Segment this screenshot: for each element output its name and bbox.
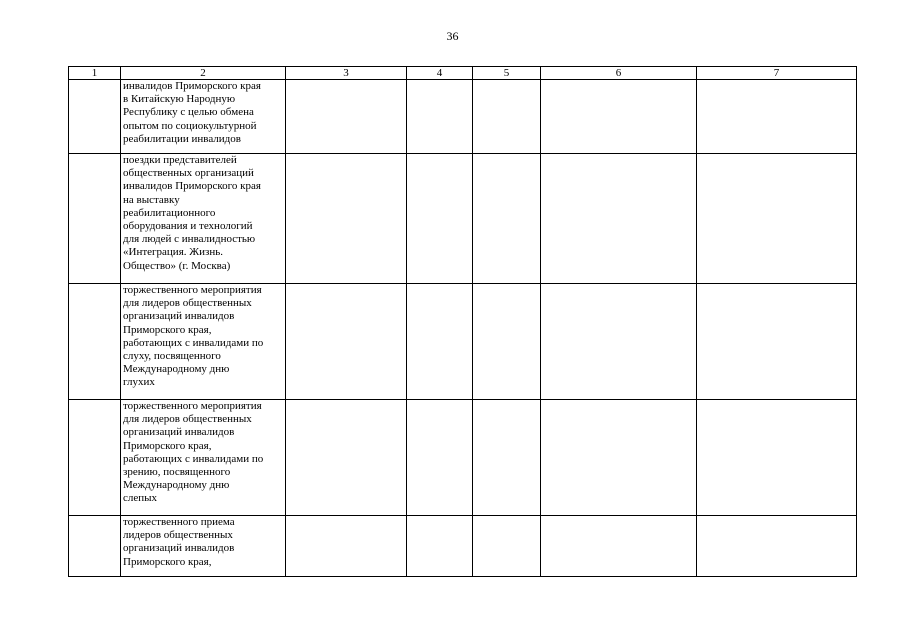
header-row: [69, 67, 857, 80]
table-cell: [541, 516, 697, 577]
table-cell: [473, 80, 541, 154]
table-cell: [541, 284, 697, 400]
column-header-2: 2: [121, 67, 286, 80]
table-cell: [697, 400, 857, 516]
table-cell-description: торжественного приема лидеров общественных организаций инвалидов Приморского края,: [121, 516, 286, 577]
table-cell: [69, 80, 121, 154]
column-header-4: 4: [407, 67, 473, 80]
table-cell: [69, 284, 121, 400]
table-cell: [473, 284, 541, 400]
table-cell: [697, 516, 857, 577]
table-cell: [407, 154, 473, 284]
table-cell: [541, 400, 697, 516]
table-cell: [541, 154, 697, 284]
table-cell: [286, 516, 407, 577]
data-table: [68, 66, 857, 577]
table-cell: [697, 80, 857, 154]
column-header-5: 5: [473, 67, 541, 80]
table-cell: [407, 80, 473, 154]
page-number: 36: [446, 29, 459, 43]
table-cell: [286, 80, 407, 154]
table-cell: [473, 400, 541, 516]
table-cell: [407, 516, 473, 577]
column-header-7: 7: [697, 67, 857, 80]
table-cell-description: инвалидов Приморского края в Китайскую Народную Республику с целью обмена опытом по социокультурной реабилитации инвалидов: [121, 80, 286, 154]
table-cell: [69, 154, 121, 284]
column-header-1: 1: [69, 67, 121, 80]
table-cell: [286, 284, 407, 400]
table-row: [69, 400, 857, 516]
table-cell: [69, 400, 121, 516]
table-cell: [69, 516, 121, 577]
table-cell: [407, 400, 473, 516]
table-cell-description: торжественного мероприятия для лидеров общественных организаций инвалидов Приморского края, работающих с инвалидами по слуху, посвященного Международному дню глухих: [121, 284, 286, 400]
table-cell: [697, 154, 857, 284]
table-cell: [541, 80, 697, 154]
table-cell: [286, 154, 407, 284]
column-header-6: 6: [541, 67, 697, 80]
table-row: [69, 284, 857, 400]
table-cell-description: торжественного мероприятия для лидеров общественных организаций инвалидов Приморского края, работающих с инвалидами по зрению, посвященного Международному дню слепых: [121, 400, 286, 516]
table-cell: [473, 516, 541, 577]
table-row: [69, 154, 857, 284]
table-cell: [697, 284, 857, 400]
table-cell-description: поездки представителей общественных организаций инвалидов Приморского края на выставку реабилитационного оборудования и технологий для людей с инвалидностью «Интеграция. Жизнь. Общество» (г. Москва): [121, 154, 286, 284]
table-row: [69, 80, 857, 154]
table-row: [69, 516, 857, 577]
table-cell: [407, 284, 473, 400]
table-cell: [473, 154, 541, 284]
table-cell: [286, 400, 407, 516]
column-header-3: 3: [286, 67, 407, 80]
